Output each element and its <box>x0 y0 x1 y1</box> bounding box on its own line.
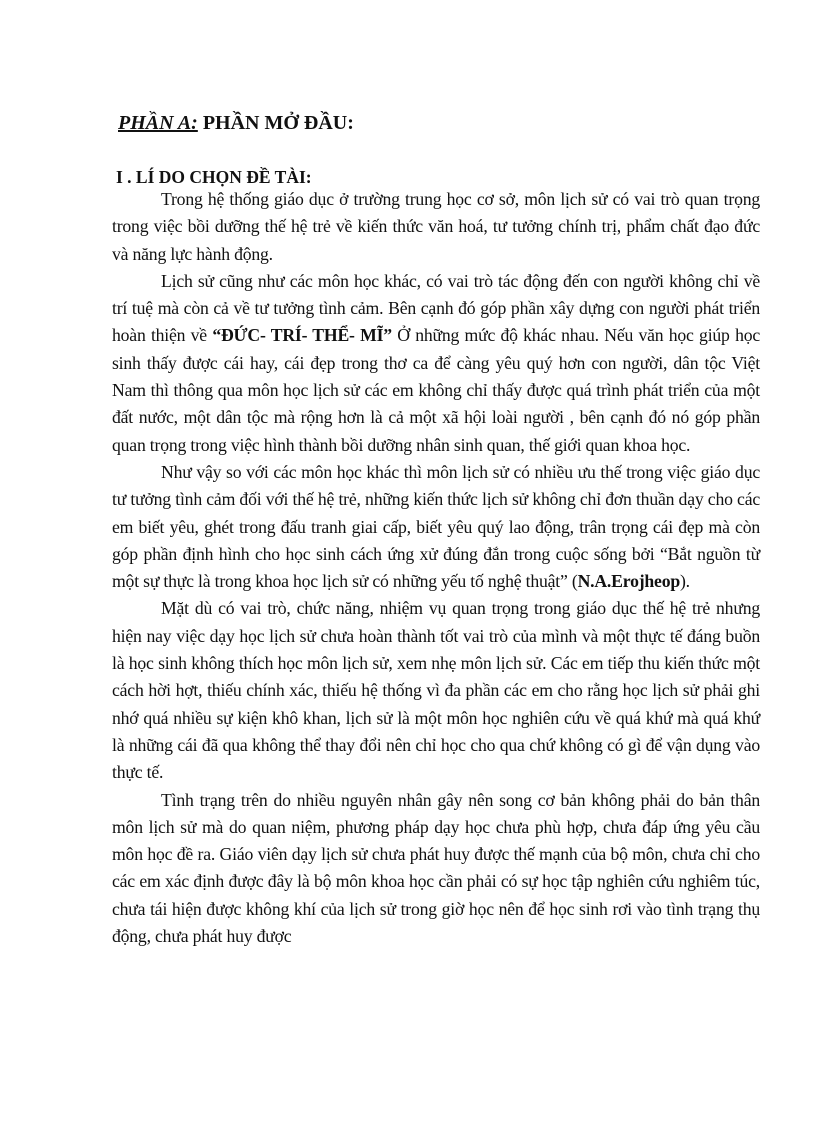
part-heading <box>118 112 354 135</box>
part-label: PHẦN A: <box>118 112 198 134</box>
section-heading: I . LÍ DO CHỌN ĐỀ TÀI: <box>116 167 312 187</box>
paragraph-2-text-b: Ở những mức độ khác nhau. Nếu văn học giúp học sinh thấy được cái hay, cái đẹp trong thơ ca để càng yêu quý hơn con người, dân tộc Việt Nam thì thông qua môn học lịch sử các em không chỉ thấy được quá trình phát triển của một đất nước, một dân tộc mà rộng hơn là cả một xã hội loài người , bên cạnh đó nó góp phần quan trọng trong việc hình thành bồi dưỡng nhân sinh quan, thế giới quan khoa học. <box>112 325 761 455</box>
paragraph-3-text-b: ). <box>679 571 690 592</box>
paragraph-2 <box>112 268 760 459</box>
paragraph-5: Tình trạng trên do nhiều nguyên nhân gây nên song cơ bản không phải do bản thân môn lịch sử mà do quan niệm, phương pháp dạy học chưa phù hợp, chưa đáp ứng yêu cầu môn học đề ra. Giáo viên dạy lịch sử chưa phát huy được thế mạnh của bộ môn, chưa chỉ cho các em xác định được đây là bộ môn khoa học cần phải có sự học tập nghiên cứu nghiêm túc, chưa tái hiện được không khí của lịch sử trong giờ học nên để học sinh rơi vào tình trạng thụ động, chưa phát huy được <box>112 789 760 947</box>
paragraph-1: Trong hệ thống giáo dục ở trường trung học cơ sở, môn lịch sử có vai trò quan trọng trong việc bồi dưỡng thế hệ trẻ về kiến thức văn hoá, tư tưởng chính trị, phẩm chất đạo đức và năng lực hành động. <box>112 189 760 264</box>
paragraph-2-text-a: Lịch sử cũng như các môn học khác, có vai trò tác động đến con người không chỉ về trí tuệ mà còn cả về tư tưởng tình cảm. Bên cạnh đó góp phần xây dựng con người phát triển hoàn thiện về <box>112 270 760 346</box>
paragraph-3-text-a: Như vậy so với các môn học khác thì môn lịch sử có nhiều ưu thế trong việc giáo dục tư tưởng tình cảm đối với thế hệ trẻ, những kiến thức lịch sử không chỉ đơn thuần dạy cho các em biết yêu, ghét trong đấu tranh giai cấp, biết yêu quý lao động, trân trọng cái đẹp mà còn góp phần định hình cho học sinh cách ứng xử đúng đắn trong cuộc sống bởi “Bắt nguồn từ một sự thực là trong khoa học lịch sử có những yếu tố nghệ thuật” ( <box>112 461 760 592</box>
body-text <box>112 186 760 950</box>
citation-author: N.A.Erojheop <box>577 571 680 592</box>
paragraph-3 <box>112 459 760 595</box>
paragraph-4: Mặt dù có vai trò, chức năng, nhiệm vụ quan trọng trong giáo dục thế hệ trẻ nhưng hiện nay việc dạy học lịch sử chưa hoàn thành tốt vai trò của mình và một thực tế đáng buồn là học sinh không thích học môn lịch sử, xem nhẹ môn lịch sử. Các em tiếp thu kiến thức một cách hời hợt, thiếu chính xác, thiếu hệ thống vì đa phần các em cho rằng học lịch sử phải ghi nhớ quá nhiều sự kiện khô khan, lịch sử là một môn học nghiên cứu về quá khứ mà quá khứ là những cái đã qua không thể thay đổi nên chỉ học cho qua chứ không có gì để vận dụng vào thực tế. <box>112 598 760 783</box>
part-title: PHẦN MỞ ĐẦU: <box>197 112 354 134</box>
paragraph-2-emphasis: “ĐỨC- TRÍ- THỂ- MĨ” <box>212 325 392 346</box>
